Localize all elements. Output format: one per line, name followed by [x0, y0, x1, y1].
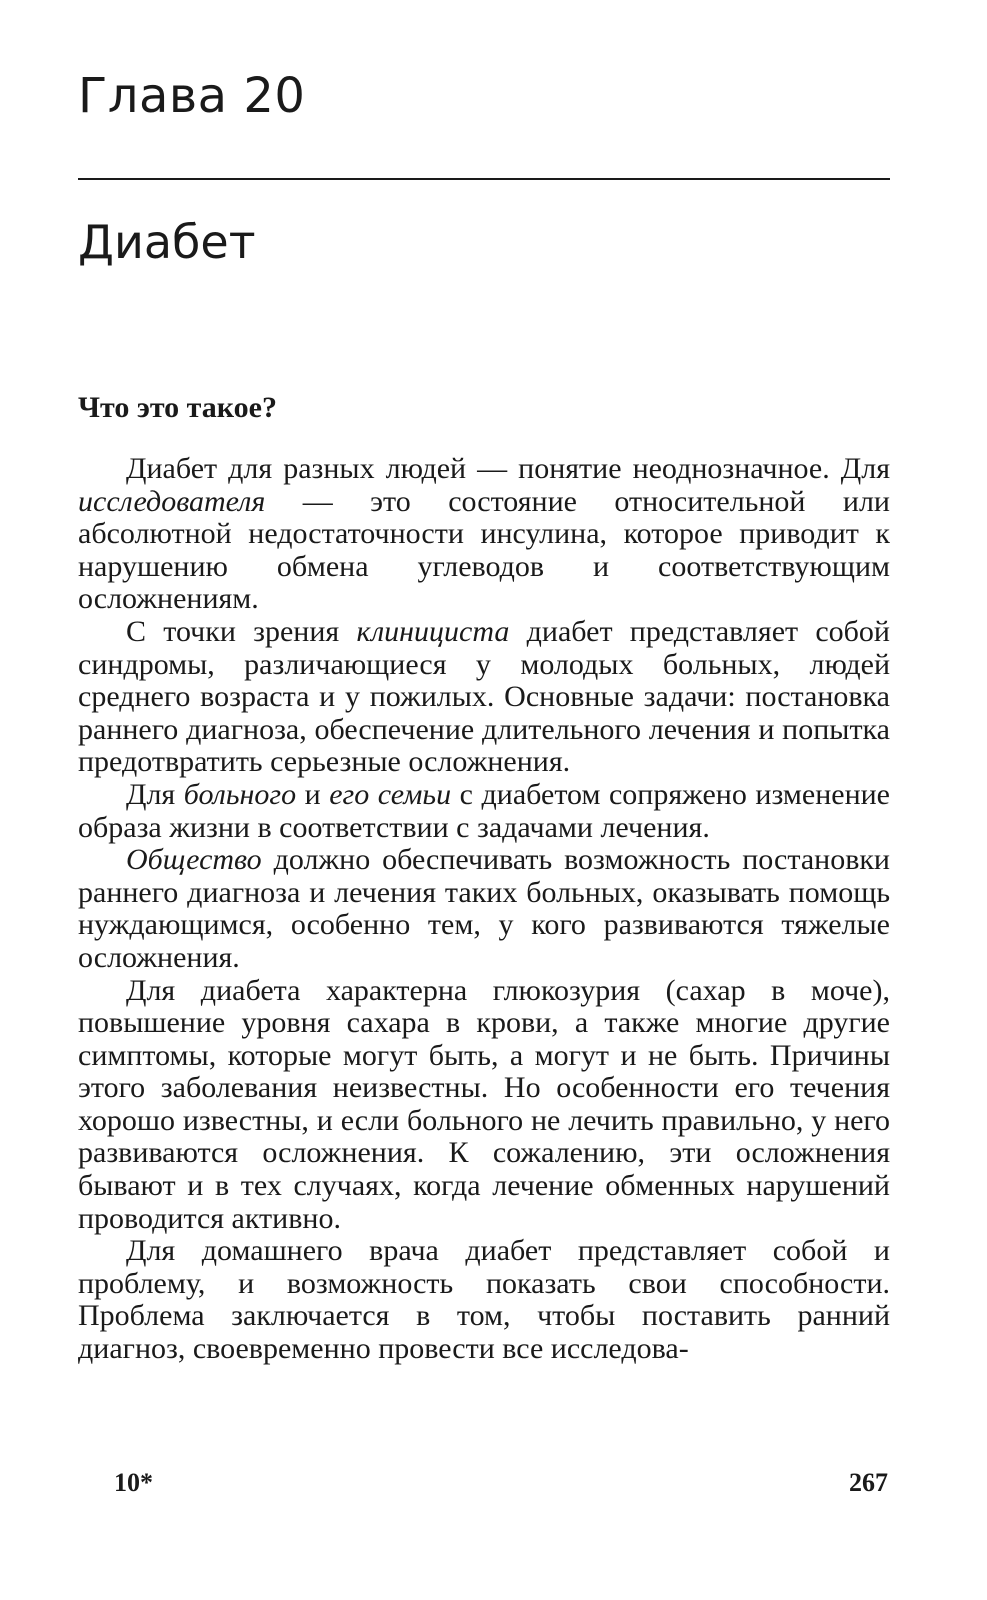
paragraph-text: диабет представляет собой синдромы, различающиеся у молодых больных, людей среднего возраста и у пожилых. Основные задачи: постановка раннего диагноза, обеспечение длительного лечения и попытка предотвратить серьезные осложнения.: [78, 614, 890, 779]
chapter-divider: [78, 178, 890, 180]
emphasized-term: Общество: [126, 843, 262, 877]
chapter-title: Диабет: [78, 215, 256, 269]
paragraph-text: Для: [126, 777, 184, 811]
paragraph: [78, 616, 890, 779]
paragraph-text: должно обеспечивать возможность постановки раннего диагноза и лечения таких больных, оказывать помощь нуждающимся, особенно тем, у кого развиваются тяжелые осложнения.: [78, 843, 890, 974]
paragraph-text: с диабетом сопряжено изменение образа жизни в соответствии с задачами лечения.: [78, 777, 890, 844]
emphasized-term: клинициста: [356, 614, 510, 648]
emphasized-term: его семьи: [329, 777, 452, 811]
page-number: 267: [849, 1468, 888, 1497]
paragraph-text: — это состояние относительной или абсолютной недостаточности инсулина, которое приводит к нарушению обмена углеводов и соответствующим осложнениям.: [78, 484, 890, 616]
chapter-number: Глава 20: [78, 68, 306, 124]
paragraph: [78, 1235, 890, 1365]
paragraph-text: Для диабета характерна глюкозурия (сахар в моче), повышение уровня сахара в крови, а также многие другие симптомы, которые могут быть, а могут и не быть. Причины этого заболевания неизвестны. Но особенности его течения хорошо известны, и если больного не лечить правильно, у него развиваются осложнения. К сожалению, эти осложнения бывают и в тех случаях, когда лечение обменных нарушений проводится активно.: [78, 973, 890, 1235]
paragraph-text: С точки зрения: [126, 614, 357, 648]
paragraph-text: Диабет для разных людей — понятие неоднозначное. Для: [126, 452, 890, 485]
paragraph-text: и: [296, 777, 330, 811]
paragraph: [78, 975, 890, 1236]
paragraph: [78, 779, 890, 844]
emphasized-term: больного: [183, 777, 297, 811]
book-page: [78, 0, 890, 1600]
section-heading: Что это такое?: [78, 391, 277, 424]
body-text: [78, 453, 890, 1366]
paragraph-text: Для домашнего врача диабет представляет собой и проблему, и возможность показать свои способности. Проблема заключается в том, чтобы поставить ранний диагноз, своевременно провести все исследова-: [78, 1234, 890, 1366]
signature-mark: 10*: [114, 1468, 153, 1497]
paragraph: [78, 844, 890, 974]
paragraph: [78, 453, 890, 616]
page-footer: [78, 1468, 890, 1504]
emphasized-term: исследователя: [78, 484, 266, 518]
